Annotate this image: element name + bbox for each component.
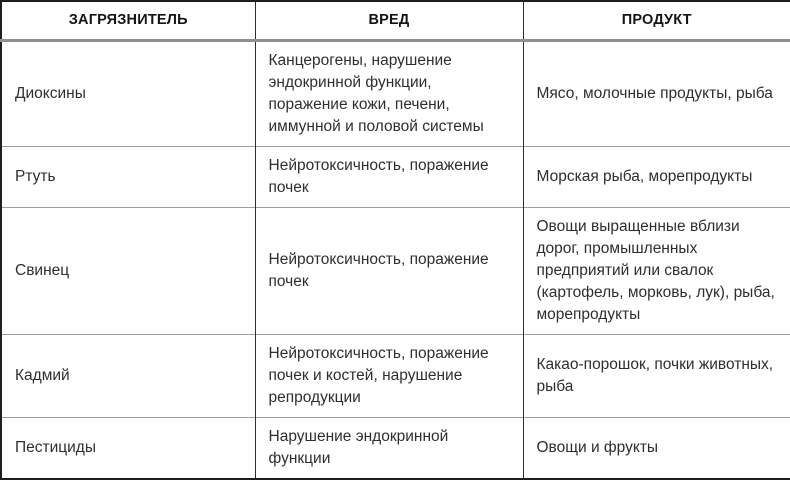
table-row bbox=[1, 207, 790, 334]
product-cell: Овощи выращенные вблизи дорог, промышленных предприятий или свалок (картофель, морковь, лук), рыба, морепродукты bbox=[523, 207, 790, 334]
table-row bbox=[1, 417, 790, 479]
harm-cell: Канцерогены, нарушение эндокринной функции, поражение кожи, печени, иммунной и половой системы bbox=[255, 40, 523, 146]
product-cell: Мясо, молочные продукты, рыба bbox=[523, 40, 790, 146]
product-cell: Морская рыба, морепродукты bbox=[523, 146, 790, 207]
pollutant-cell: Диоксины bbox=[15, 84, 86, 102]
pollutant-cell: Ртуть bbox=[1, 146, 255, 207]
table-row bbox=[1, 146, 790, 207]
harm-cell: Нарушение эндокринной функции bbox=[255, 417, 523, 479]
table-row bbox=[1, 40, 790, 146]
pollutant-cell: Свинец bbox=[1, 207, 255, 334]
header-row bbox=[1, 1, 790, 40]
pollutant-cell: Пестициды bbox=[1, 417, 255, 479]
harm-cell: Нейротоксичность, поражение почек и костей, нарушение репродукции bbox=[255, 334, 523, 417]
column-header-product: ПРОДУКТ bbox=[523, 1, 790, 40]
harm-cell: Нейротоксичность, поражение почек bbox=[255, 146, 523, 207]
harm-cell: Нейротоксичность, поражение почек bbox=[255, 207, 523, 334]
product-cell: Какао-порошок, почки животных, рыба bbox=[523, 334, 790, 417]
column-header-pollutant: ЗАГРЯЗНИТЕЛЬ bbox=[1, 1, 255, 40]
pollutant-cell: Кадмий bbox=[1, 334, 255, 417]
product-cell: Овощи и фрукты bbox=[523, 417, 790, 479]
table-row bbox=[1, 334, 790, 417]
column-header-harm: ВРЕД bbox=[255, 1, 523, 40]
